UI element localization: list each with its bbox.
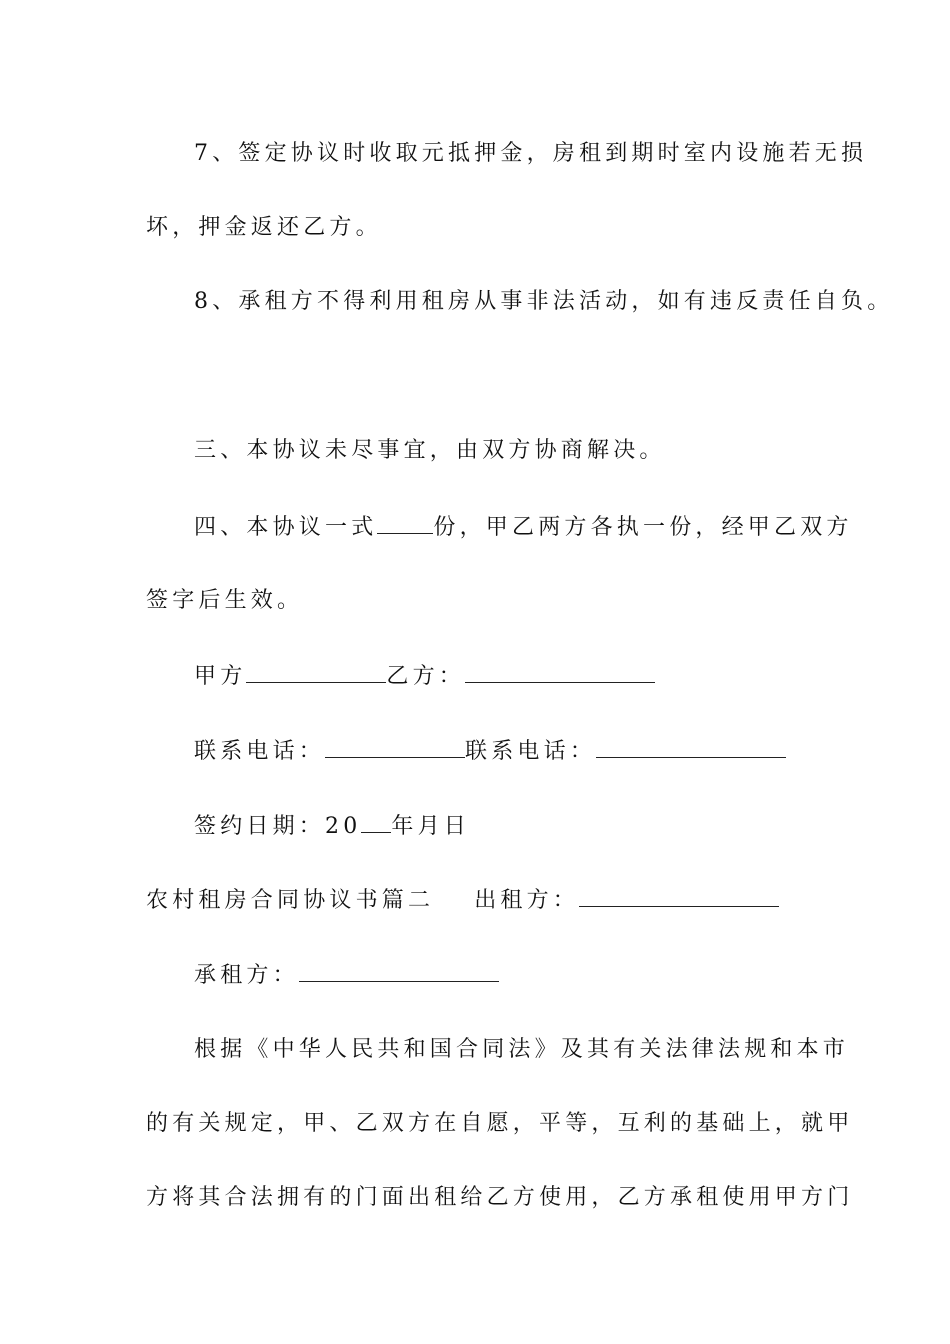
party-b-phone-blank xyxy=(596,737,786,758)
copies-blank xyxy=(377,513,433,534)
section-title-line xyxy=(146,886,779,914)
party-a-phone-blank xyxy=(325,737,465,758)
party-b-blank xyxy=(465,662,655,683)
lessor-label: 出租方： xyxy=(474,888,580,913)
phone-line xyxy=(194,737,786,765)
party-b-label: 乙方： xyxy=(386,664,466,689)
item-7-line-2: 坏，押金返还乙方。 xyxy=(146,215,382,240)
clause-4-text-start: 四、本协议一式 xyxy=(194,515,378,540)
lessee-label: 承租方： xyxy=(194,963,299,988)
clause-4-text-end: 份，甲乙两方各执一份，经甲乙双方 xyxy=(433,515,853,540)
paragraph-line-1: 根据《中华人民共和国合同法》及其有关法律法规和本市 xyxy=(194,1037,850,1062)
party-b-phone-label: 联系电话： xyxy=(465,739,597,764)
party-a-phone-label: 联系电话： xyxy=(194,739,326,764)
lessee-blank xyxy=(299,961,499,982)
section-title: 农村租房合同协议书篇二 xyxy=(146,888,435,913)
paragraph-line-2: 的有关规定，甲、乙双方在自愿，平等，互利的基础上，就甲 xyxy=(146,1111,854,1136)
clause-4-line-1 xyxy=(194,513,853,541)
lessor-blank xyxy=(579,886,779,907)
party-signature-line xyxy=(194,662,655,690)
party-a-label: 甲方 xyxy=(194,664,247,689)
party-a-blank xyxy=(246,662,386,683)
lessee-line xyxy=(194,961,499,989)
clause-4-line-2: 签字后生效。 xyxy=(146,588,304,613)
sign-date-suffix: 年月日 xyxy=(391,814,471,839)
sign-date-prefix: 签约日期：20 xyxy=(194,814,362,839)
item-8: 8、承租方不得利用租房从事非法活动，如有违反责任自负。 xyxy=(194,289,894,314)
year-blank xyxy=(361,812,391,833)
paragraph-line-3: 方将其合法拥有的门面出租给乙方使用，乙方承租使用甲方门 xyxy=(146,1185,854,1210)
item-7-line-1: 7、签定协议时收取元抵押金，房租到期时室内设施若无损 xyxy=(194,141,868,166)
clause-3: 三、本协议未尽事宜，由双方协商解决。 xyxy=(194,438,666,463)
sign-date-line xyxy=(194,812,470,840)
